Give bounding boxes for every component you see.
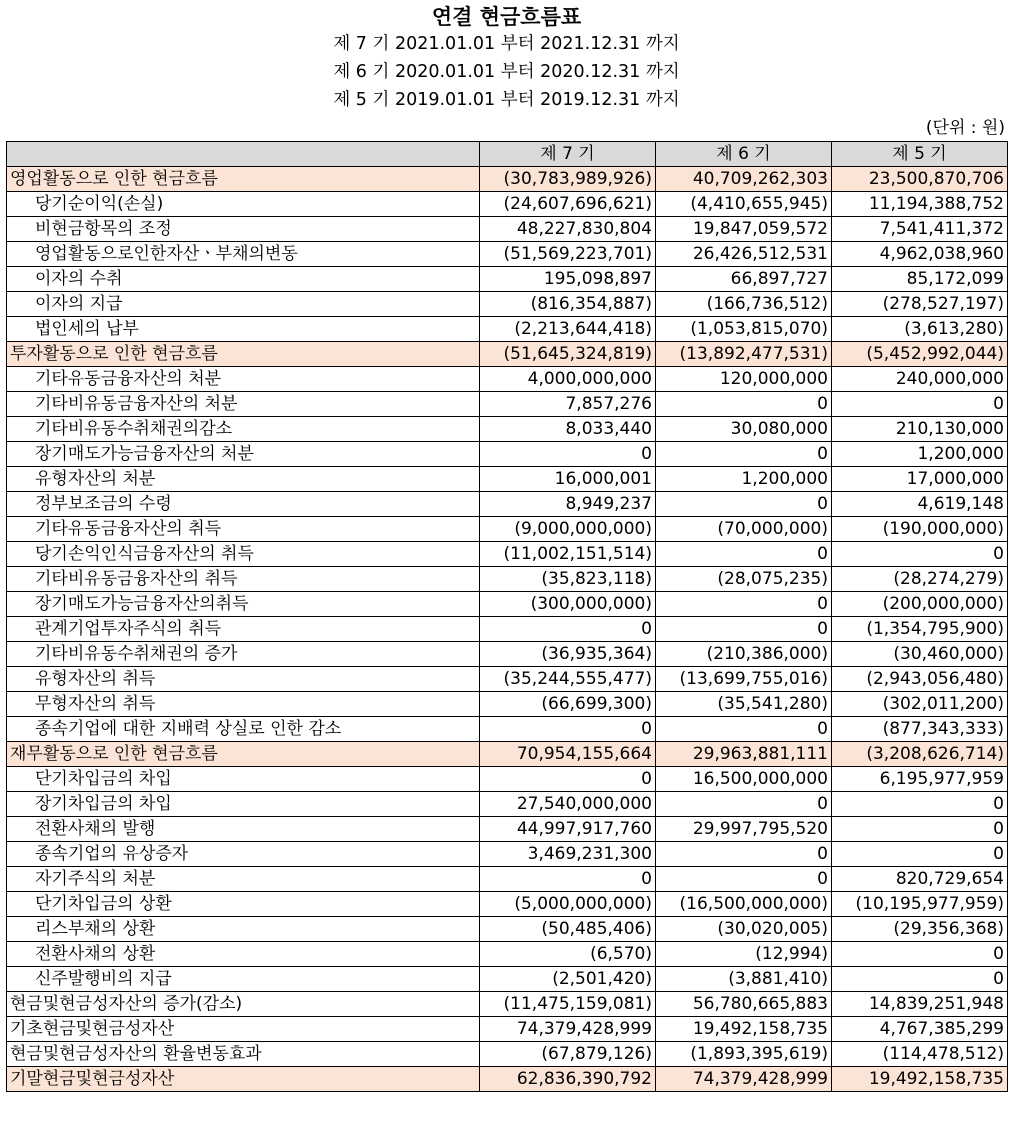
row-label: 비현금항목의 조정 bbox=[7, 217, 480, 242]
value-period-7: (67,879,126) bbox=[480, 1042, 656, 1067]
value-period-7: 0 bbox=[480, 867, 656, 892]
value-period-7: (35,244,555,477) bbox=[480, 667, 656, 692]
value-period-5: 0 bbox=[832, 792, 1008, 817]
row-label: 전환사채의 상환 bbox=[7, 942, 480, 967]
header-account bbox=[7, 142, 480, 167]
value-period-7: (816,354,887) bbox=[480, 292, 656, 317]
row-label: 투자활동으로 인한 현금흐름 bbox=[7, 342, 480, 367]
table-row bbox=[7, 167, 1008, 192]
table-row bbox=[7, 217, 1008, 242]
value-period-7: 0 bbox=[480, 717, 656, 742]
value-period-5: 4,962,038,960 bbox=[832, 242, 1008, 267]
table-row bbox=[7, 367, 1008, 392]
row-label: 재무활동으로 인한 현금흐름 bbox=[7, 742, 480, 767]
value-period-7: (66,699,300) bbox=[480, 692, 656, 717]
value-period-6: 40,709,262,303 bbox=[656, 167, 832, 192]
value-period-7: (51,569,223,701) bbox=[480, 242, 656, 267]
row-label: 기말현금및현금성자산 bbox=[7, 1067, 480, 1092]
table-row bbox=[7, 492, 1008, 517]
value-period-6: 29,963,881,111 bbox=[656, 742, 832, 767]
table-row bbox=[7, 667, 1008, 692]
table-row bbox=[7, 692, 1008, 717]
value-period-6: 0 bbox=[656, 492, 832, 517]
table-row bbox=[7, 417, 1008, 442]
unit-label: (단위 : 원) bbox=[925, 118, 1005, 138]
row-label: 종속기업의 유상증자 bbox=[7, 842, 480, 867]
value-period-6: 30,080,000 bbox=[656, 417, 832, 442]
value-period-6: 1,200,000 bbox=[656, 467, 832, 492]
row-label: 유형자산의 취득 bbox=[7, 667, 480, 692]
value-period-6: 26,426,512,531 bbox=[656, 242, 832, 267]
table-row bbox=[7, 392, 1008, 417]
value-period-7: 62,836,390,792 bbox=[480, 1067, 656, 1092]
value-period-6: 120,000,000 bbox=[656, 367, 832, 392]
table-row bbox=[7, 792, 1008, 817]
value-period-5: 0 bbox=[832, 542, 1008, 567]
table-row bbox=[7, 192, 1008, 217]
value-period-6: (70,000,000) bbox=[656, 517, 832, 542]
value-period-7: 0 bbox=[480, 767, 656, 792]
value-period-5: (10,195,977,959) bbox=[832, 892, 1008, 917]
table-row bbox=[7, 1017, 1008, 1042]
value-period-6: (210,386,000) bbox=[656, 642, 832, 667]
value-period-6: 0 bbox=[656, 617, 832, 642]
header-period-5: 제 5 기 bbox=[832, 142, 1008, 167]
value-period-5: 4,767,385,299 bbox=[832, 1017, 1008, 1042]
value-period-7: (30,783,989,926) bbox=[480, 167, 656, 192]
table-row bbox=[7, 267, 1008, 292]
table-row bbox=[7, 867, 1008, 892]
row-label: 이자의 수취 bbox=[7, 267, 480, 292]
value-period-6: 0 bbox=[656, 792, 832, 817]
header-row bbox=[7, 142, 1008, 167]
value-period-5: (5,452,992,044) bbox=[832, 342, 1008, 367]
table-row bbox=[7, 292, 1008, 317]
value-period-5: 820,729,654 bbox=[832, 867, 1008, 892]
value-period-7: (51,645,324,819) bbox=[480, 342, 656, 367]
table-row bbox=[7, 242, 1008, 267]
value-period-7: 0 bbox=[480, 617, 656, 642]
period-line-7: 제 7 기 2021.01.01 부터 2021.12.31 까지 bbox=[333, 34, 680, 54]
value-period-5: 0 bbox=[832, 817, 1008, 842]
table-row bbox=[7, 517, 1008, 542]
value-period-5: (2,943,056,480) bbox=[832, 667, 1008, 692]
row-label: 신주발행비의 지급 bbox=[7, 967, 480, 992]
table-body bbox=[7, 167, 1008, 1092]
value-period-7: 16,000,001 bbox=[480, 467, 656, 492]
value-period-5: (877,343,333) bbox=[832, 717, 1008, 742]
value-period-5: 4,619,148 bbox=[832, 492, 1008, 517]
table-row bbox=[7, 717, 1008, 742]
table-row bbox=[7, 1067, 1008, 1092]
value-period-7: 8,033,440 bbox=[480, 417, 656, 442]
row-label: 영업활동으로인한자산ㆍ부채의변동 bbox=[7, 242, 480, 267]
value-period-6: (30,020,005) bbox=[656, 917, 832, 942]
table-row bbox=[7, 767, 1008, 792]
period-line-6: 제 6 기 2020.01.01 부터 2020.12.31 까지 bbox=[333, 62, 680, 82]
value-period-7: (2,213,644,418) bbox=[480, 317, 656, 342]
value-period-6: 0 bbox=[656, 867, 832, 892]
value-period-7: 44,997,917,760 bbox=[480, 817, 656, 842]
value-period-5: 0 bbox=[832, 392, 1008, 417]
value-period-7: 27,540,000,000 bbox=[480, 792, 656, 817]
value-period-6: (13,892,477,531) bbox=[656, 342, 832, 367]
value-period-5: (200,000,000) bbox=[832, 592, 1008, 617]
value-period-5: 17,000,000 bbox=[832, 467, 1008, 492]
row-label: 자기주식의 처분 bbox=[7, 867, 480, 892]
row-label: 유형자산의 처분 bbox=[7, 467, 480, 492]
value-period-7: (300,000,000) bbox=[480, 592, 656, 617]
value-period-5: 6,195,977,959 bbox=[832, 767, 1008, 792]
value-period-6: (4,410,655,945) bbox=[656, 192, 832, 217]
value-period-7: (36,935,364) bbox=[480, 642, 656, 667]
value-period-5: (114,478,512) bbox=[832, 1042, 1008, 1067]
value-period-5: 19,492,158,735 bbox=[832, 1067, 1008, 1092]
table-row bbox=[7, 942, 1008, 967]
row-label: 무형자산의 취득 bbox=[7, 692, 480, 717]
value-period-6: 0 bbox=[656, 542, 832, 567]
row-label: 현금및현금성자산의 증가(감소) bbox=[7, 992, 480, 1017]
table-row bbox=[7, 317, 1008, 342]
row-label: 기타비유동금융자산의 처분 bbox=[7, 392, 480, 417]
value-period-6: (35,541,280) bbox=[656, 692, 832, 717]
value-period-7: 4,000,000,000 bbox=[480, 367, 656, 392]
value-period-6: (12,994) bbox=[656, 942, 832, 967]
row-label: 기타유동금융자산의 취득 bbox=[7, 517, 480, 542]
table-row bbox=[7, 917, 1008, 942]
table-row bbox=[7, 567, 1008, 592]
value-period-5: 0 bbox=[832, 842, 1008, 867]
value-period-5: (278,527,197) bbox=[832, 292, 1008, 317]
value-period-5: 23,500,870,706 bbox=[832, 167, 1008, 192]
row-label: 장기매도가능금융자산의취득 bbox=[7, 592, 480, 617]
row-label: 장기매도가능금융자산의 처분 bbox=[7, 442, 480, 467]
value-period-6: 0 bbox=[656, 842, 832, 867]
cash-flow-table bbox=[6, 141, 1008, 1092]
value-period-5: 210,130,000 bbox=[832, 417, 1008, 442]
row-label: 단기차입금의 차입 bbox=[7, 767, 480, 792]
value-period-6: 66,897,727 bbox=[656, 267, 832, 292]
header-period-6: 제 6 기 bbox=[656, 142, 832, 167]
value-period-7: 7,857,276 bbox=[480, 392, 656, 417]
table-row bbox=[7, 342, 1008, 367]
value-period-5: 0 bbox=[832, 967, 1008, 992]
row-label: 법인세의 납부 bbox=[7, 317, 480, 342]
value-period-6: (3,881,410) bbox=[656, 967, 832, 992]
value-period-6: (1,893,395,619) bbox=[656, 1042, 832, 1067]
value-period-6: 19,492,158,735 bbox=[656, 1017, 832, 1042]
page-title: 연결 현금흐름표 bbox=[431, 4, 582, 29]
value-period-6: 16,500,000,000 bbox=[656, 767, 832, 792]
row-label: 기타비유동수취채권의감소 bbox=[7, 417, 480, 442]
table-row bbox=[7, 967, 1008, 992]
value-period-7: (35,823,118) bbox=[480, 567, 656, 592]
value-period-5: 240,000,000 bbox=[832, 367, 1008, 392]
table-row bbox=[7, 892, 1008, 917]
value-period-5: 85,172,099 bbox=[832, 267, 1008, 292]
value-period-7: (2,501,420) bbox=[480, 967, 656, 992]
row-label: 단기차입금의 상환 bbox=[7, 892, 480, 917]
table-row bbox=[7, 467, 1008, 492]
value-period-5: 11,194,388,752 bbox=[832, 192, 1008, 217]
value-period-5: (28,274,279) bbox=[832, 567, 1008, 592]
row-label: 장기차입금의 차입 bbox=[7, 792, 480, 817]
value-period-5: (3,208,626,714) bbox=[832, 742, 1008, 767]
table-row bbox=[7, 842, 1008, 867]
value-period-7: (6,570) bbox=[480, 942, 656, 967]
table-row bbox=[7, 742, 1008, 767]
value-period-5: (1,354,795,900) bbox=[832, 617, 1008, 642]
table-row bbox=[7, 442, 1008, 467]
value-period-6: (1,053,815,070) bbox=[656, 317, 832, 342]
value-period-6: (166,736,512) bbox=[656, 292, 832, 317]
value-period-5: (29,356,368) bbox=[832, 917, 1008, 942]
row-label: 전환사채의 발행 bbox=[7, 817, 480, 842]
row-label: 관계기업투자주식의 취득 bbox=[7, 617, 480, 642]
value-period-5: 14,839,251,948 bbox=[832, 992, 1008, 1017]
header-period-7: 제 7 기 bbox=[480, 142, 656, 167]
table-row bbox=[7, 617, 1008, 642]
value-period-7: (11,475,159,081) bbox=[480, 992, 656, 1017]
value-period-5: 0 bbox=[832, 942, 1008, 967]
value-period-7: 74,379,428,999 bbox=[480, 1017, 656, 1042]
period-line-5: 제 5 기 2019.01.01 부터 2019.12.31 까지 bbox=[333, 90, 680, 110]
value-period-5: (30,460,000) bbox=[832, 642, 1008, 667]
table-row bbox=[7, 992, 1008, 1017]
value-period-6: 0 bbox=[656, 442, 832, 467]
value-period-7: (11,002,151,514) bbox=[480, 542, 656, 567]
value-period-7: (50,485,406) bbox=[480, 917, 656, 942]
value-period-7: (5,000,000,000) bbox=[480, 892, 656, 917]
table-row bbox=[7, 592, 1008, 617]
row-label: 기타비유동수취채권의 증가 bbox=[7, 642, 480, 667]
row-label: 기타유동금융자산의 처분 bbox=[7, 367, 480, 392]
value-period-5: 7,541,411,372 bbox=[832, 217, 1008, 242]
row-label: 이자의 지급 bbox=[7, 292, 480, 317]
value-period-7: 3,469,231,300 bbox=[480, 842, 656, 867]
value-period-6: 56,780,665,883 bbox=[656, 992, 832, 1017]
value-period-7: 8,949,237 bbox=[480, 492, 656, 517]
value-period-7: 48,227,830,804 bbox=[480, 217, 656, 242]
value-period-6: 74,379,428,999 bbox=[656, 1067, 832, 1092]
value-period-6: 19,847,059,572 bbox=[656, 217, 832, 242]
row-label: 리스부채의 상환 bbox=[7, 917, 480, 942]
value-period-6: (13,699,755,016) bbox=[656, 667, 832, 692]
value-period-6: (16,500,000,000) bbox=[656, 892, 832, 917]
row-label: 현금및현금성자산의 환율변동효과 bbox=[7, 1042, 480, 1067]
row-label: 기타비유동금융자산의 취득 bbox=[7, 567, 480, 592]
row-label: 당기순이익(손실) bbox=[7, 192, 480, 217]
row-label: 영업활동으로 인한 현금흐름 bbox=[7, 167, 480, 192]
value-period-7: 70,954,155,664 bbox=[480, 742, 656, 767]
table-row bbox=[7, 817, 1008, 842]
value-period-5: (190,000,000) bbox=[832, 517, 1008, 542]
value-period-7: (24,607,696,621) bbox=[480, 192, 656, 217]
table-row bbox=[7, 642, 1008, 667]
table-row bbox=[7, 542, 1008, 567]
value-period-6: (28,075,235) bbox=[656, 567, 832, 592]
row-label: 종속기업에 대한 지배력 상실로 인한 감소 bbox=[7, 717, 480, 742]
value-period-6: 0 bbox=[656, 392, 832, 417]
value-period-7: 195,098,897 bbox=[480, 267, 656, 292]
table-row bbox=[7, 1042, 1008, 1067]
value-period-5: 1,200,000 bbox=[832, 442, 1008, 467]
value-period-7: (9,000,000,000) bbox=[480, 517, 656, 542]
value-period-7: 0 bbox=[480, 442, 656, 467]
row-label: 당기손익인식금융자산의 취득 bbox=[7, 542, 480, 567]
value-period-6: 29,997,795,520 bbox=[656, 817, 832, 842]
value-period-5: (302,011,200) bbox=[832, 692, 1008, 717]
value-period-5: (3,613,280) bbox=[832, 317, 1008, 342]
value-period-6: 0 bbox=[656, 717, 832, 742]
row-label: 기초현금및현금성자산 bbox=[7, 1017, 480, 1042]
row-label: 정부보조금의 수령 bbox=[7, 492, 480, 517]
value-period-6: 0 bbox=[656, 592, 832, 617]
